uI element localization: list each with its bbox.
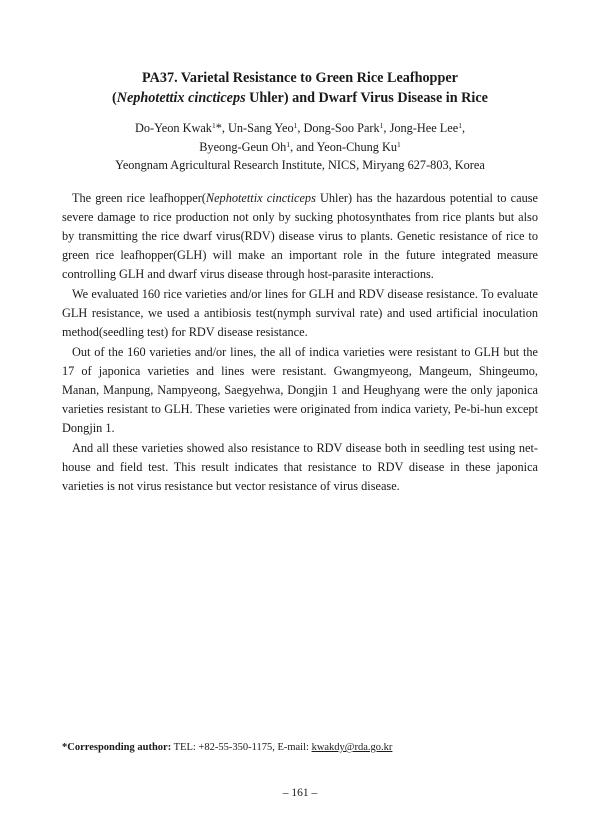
- author-affil-sup: 1: [379, 121, 384, 130]
- author-affil-sup: 1: [211, 121, 216, 130]
- author-affil-sup: 1: [397, 140, 401, 149]
- footnote-email-link[interactable]: kwakdy@rda.go.kr: [311, 742, 393, 753]
- corresponding-author-footnote: [62, 741, 392, 755]
- author-separator: ,: [461, 121, 466, 135]
- author-affil-sup: 1: [458, 121, 462, 130]
- authors-line2: [60, 138, 540, 157]
- footnote-contact: TEL: +82-55-350-1175, E-mail:: [171, 742, 312, 753]
- footnote-label: *Corresponding author:: [62, 742, 172, 753]
- title-species-name: Nephotettix cincticeps: [116, 90, 246, 106]
- author: Dong-Soo Park: [303, 121, 380, 135]
- author-separator: ,: [297, 121, 304, 135]
- author-separator: *,: [215, 121, 228, 135]
- abstract-paragraph-4: And all these varieties showed also resistance to RDV disease both in seedling test using net-house and field test. This result indicates that resistance to RDV disease in these japonica varieties is not virus resistance but vector resistance of virus disease.: [62, 441, 538, 493]
- abstract-paragraph-3: Out of the 160 varieties and/or lines, the all of indica varieties were resistant to GLH but the 17 of japonica varieties and lines were resistant. Gwangmyeong, Mangeum, Shingeumo, Manan, Manpung, Nampyeong, Saegyehwa, Dongjin 1 and Heughyang were the only japonica varieties resistant to GLH. These varieties were originated from indica variety, Pe-bi-hun except Dongjin 1.: [62, 345, 538, 435]
- paper-title-line1: PA37. Varietal Resistance to Green Rice Leafhopper: [142, 70, 458, 86]
- author: Byeong-Geun Oh: [199, 140, 287, 154]
- author-affil-sup: 1: [293, 121, 298, 130]
- author-separator: , and: [290, 140, 317, 154]
- p1-species-name: Nephotettix cincticeps: [205, 191, 316, 205]
- affiliation: Yeongnam Agricultural Research Institute, NICS, Miryang 627-803, Korea: [115, 158, 485, 172]
- author-separator: ,: [383, 121, 390, 135]
- author: Do-Yeon Kwak: [134, 121, 212, 135]
- p1-text-b: Uhler) has the hazardous potential to cause severe damage to rice production not only by sucking photosynthates from rice plants but also by transmitting the rice dwarf virus(RDV) disease virus to plants. Genetic resistance of rice to green rice leafhopper(GLH) will make an important role in the future integrated measure controlling GLH and dwarf virus disease through host-parasite interactions.: [62, 191, 538, 281]
- p1-text-a: The green rice leafhopper(: [72, 191, 206, 205]
- paper-title-line2: [60, 88, 540, 108]
- title-line2-rest: Uhler) and Dwarf Virus Disease in Rice: [245, 90, 488, 106]
- author-affil-sup: 1: [286, 140, 291, 149]
- author: Jong-Hee Lee: [389, 121, 459, 135]
- author: Un-Sang Yeo: [228, 121, 294, 135]
- author: Yeon-Chung Ku: [316, 140, 398, 154]
- page-number: – 161 –: [282, 787, 318, 799]
- abstract-paragraph-2: We evaluated 160 rice varieties and/or lines for GLH and RDV disease resistance. To evaluate GLH resistance, we used a antibiosis test(nymph survival rate) and used artificial inoculation method(seedling test) for RDV disease resistance.: [62, 287, 538, 339]
- title-open-paren: (: [112, 90, 117, 106]
- abstract-body: [62, 189, 538, 497]
- abstract-paragraph-1: [62, 189, 538, 284]
- authors-line1: [60, 119, 540, 138]
